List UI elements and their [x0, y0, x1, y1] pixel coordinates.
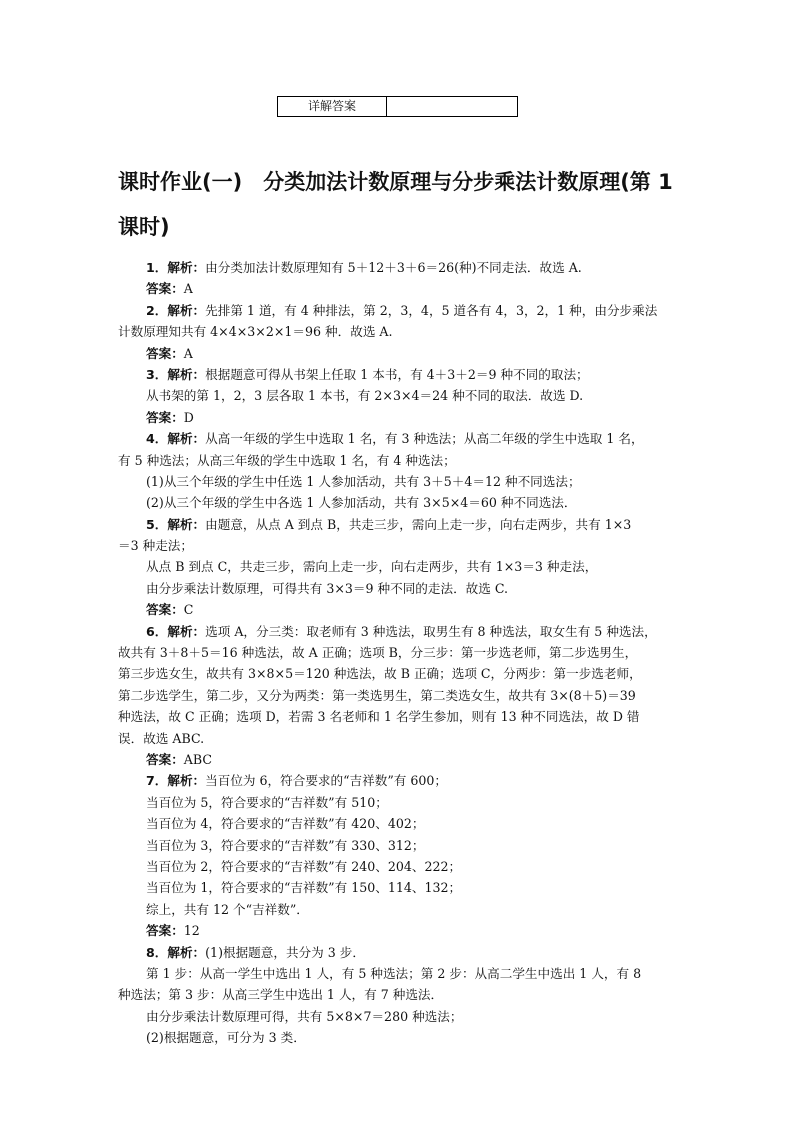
answer-line-text: 从高一年级的学生中选取 1 名，有 3 种选法；从高二年级的学生中选取 1 名， — [205, 431, 644, 447]
answer-line-text: 从书架的第 1，2，3 层各取 1 本书，有 2×3×4＝24 种不同的取法．故选 D. — [146, 388, 584, 404]
answer-line — [118, 984, 683, 1005]
answer-line-lead: 答案： — [146, 923, 184, 939]
answer-line-text: 计数原理知共有 4×4×3×2×1＝96 种．故选 A. — [118, 324, 393, 340]
answer-line — [118, 685, 683, 706]
answer-header-blank-cell — [387, 97, 518, 117]
answer-line — [118, 749, 683, 770]
answer-line-text: 由题意，从点 A 到点 B，共走三步，需向上走一步，向右走两步，共有 1×3 — [205, 516, 632, 532]
answer-line-text: ABC — [183, 751, 213, 767]
answer-line-lead: 7．解析： — [146, 773, 206, 789]
answer-line-text: 当百位为 4，符合要求的“吉祥数”有 420、402； — [146, 816, 425, 832]
answer-line-text: 由分类加法计数原理知有 5＋12＋3＋6＝26(种)不同走法．故选 A. — [205, 260, 582, 275]
answer-line — [118, 514, 683, 535]
answer-line-text: (1)根据题意，共分为 3 步． — [205, 944, 365, 960]
answer-line-lead: 5．解析： — [146, 516, 206, 532]
answer-line-text: ＝3 种走法； — [118, 538, 193, 554]
answer-line-text: 当百位为 3，符合要求的“吉祥数”有 330、312； — [146, 837, 425, 853]
answer-line — [118, 706, 683, 727]
answer-line-text: 当百位为 5，符合要求的“吉祥数”有 510； — [146, 794, 388, 810]
answer-line-text: (2)从三个年级的学生中各选 1 人参加活动，共有 3×5×4＝60 种不同选法． — [146, 495, 577, 511]
answer-line — [118, 450, 683, 471]
answer-line — [118, 963, 683, 984]
answer-line-text: A — [183, 345, 193, 361]
answer-line — [118, 492, 683, 513]
answer-line-text: 从点 B 到点 C，共走三步，需向上走一步，向右走两步，共有 1×3＝3 种走法， — [146, 559, 598, 575]
answer-line — [118, 300, 683, 321]
answer-line-text: 当百位为 6，符合要求的“吉祥数”有 600； — [205, 773, 447, 789]
answer-line — [118, 770, 683, 791]
answer-line-text: A — [183, 281, 193, 297]
answer-line-text: 综上，共有 12 个“吉祥数”． — [146, 901, 309, 917]
answer-line-text: 当百位为 1，符合要求的“吉祥数”有 150、114、132； — [146, 880, 462, 896]
answer-line-text: D — [183, 409, 194, 425]
answer-line-text: (2)根据题意，可分为 3 类． — [146, 1030, 306, 1046]
answer-line — [118, 942, 683, 963]
answer-line — [118, 321, 683, 342]
answer-line — [118, 556, 683, 577]
answer-line-lead: 2．解析： — [146, 302, 206, 318]
answer-line — [118, 1006, 683, 1027]
answer-line-text: 误．故选 ABC. — [118, 730, 205, 746]
answer-line-lead: 4．解析： — [146, 431, 206, 447]
answer-line-text: 第 1 步：从高一学生中选出 1 人，有 5 种选法；第 2 步：从高二学生中选出 1 人，有 8 — [146, 965, 642, 981]
answer-line-lead: 1．解析： — [146, 260, 206, 275]
answer-line-lead: 答案： — [146, 345, 184, 361]
answer-line-text: 先排第 1 道，有 4 种排法，第 2，3，4，5 道各有 4，3，2，1 种，由分步乘法 — [205, 302, 658, 318]
answer-line — [118, 578, 683, 599]
answer-line — [118, 792, 683, 813]
answer-line — [118, 877, 683, 898]
answer-line — [118, 599, 683, 620]
answer-line — [118, 407, 683, 428]
answer-line — [118, 728, 683, 749]
answer-line-text: 根据题意可得从书架上任取 1 本书，有 4＋3＋2＝9 种不同的取法； — [205, 366, 589, 382]
answer-line-text: 由分步乘法计数原理可得，共有 5×8×7＝280 种选法； — [146, 1008, 463, 1024]
answer-line — [118, 471, 683, 492]
answer-line-text: 故共有 3＋8＋5＝16 种选法，故 A 正确；选项 B，分三步：第一步选老师，第二步选男生， — [118, 645, 638, 661]
answer-line-text: 选项 A，分三类：取老师有 3 种选法，取男生有 8 种选法，取女生有 5 种选法， — [205, 623, 657, 639]
answer-line-text: 由分步乘法计数原理，可得共有 3×3＝9 种不同的走法．故选 C. — [146, 580, 509, 596]
answer-content — [118, 257, 683, 1048]
answer-line-text: C — [183, 602, 194, 618]
answer-line — [118, 813, 683, 834]
answer-line-lead: 6．解析： — [146, 623, 206, 639]
answer-line-text: 有 5 种选法；从高三年级的学生中选取 1 名，有 4 种选法； — [118, 452, 456, 468]
answer-line — [118, 385, 683, 406]
answer-line-lead: 答案： — [146, 281, 184, 297]
answer-line — [118, 1027, 683, 1048]
answer-line — [118, 835, 683, 856]
answer-header-table — [277, 96, 518, 117]
answer-line-lead: 答案： — [146, 602, 184, 618]
answer-line — [118, 278, 683, 299]
answer-line-lead: 8．解析： — [146, 944, 206, 960]
answer-line-text: 种选法；第 3 步：从高三学生中选出 1 人，有 7 种选法． — [118, 987, 444, 1003]
answer-line-lead: 3．解析： — [146, 366, 206, 382]
answer-line-text: 当百位为 2，符合要求的“吉祥数”有 240、204、222； — [146, 858, 462, 874]
answer-line-text: 种选法，故 C 正确；选项 D，若需 3 名老师和 1 名学生参加，则有 13 种不同选法，故 D 错 — [118, 709, 640, 725]
answer-line-text: 第三步选女生，故共有 3×8×5＝120 种选法，故 B 正确；选项 C，分两步：第一步选老师， — [118, 666, 642, 682]
answer-line-text: (1)从三个年级的学生中任选 1 人参加活动，共有 3＋5＋4＝12 种不同选法； — [146, 473, 581, 489]
answer-line — [118, 856, 683, 877]
answer-line — [118, 535, 683, 556]
answer-line — [118, 257, 683, 278]
answer-line — [118, 920, 683, 941]
answer-line — [118, 621, 683, 642]
answer-line — [118, 663, 683, 684]
answer-line — [118, 343, 683, 364]
answer-line — [118, 899, 683, 920]
answer-line-text: 第二步选学生，第二步，又分为两类：第一类选男生，第二类选女生，故共有 3×(8＋5)＝39 — [118, 687, 636, 703]
page-title: 课时作业(一) 分类加法计数原理与分步乘法计数原理(第 1 课时) — [118, 170, 673, 239]
answer-line-lead: 答案： — [146, 409, 184, 425]
answer-line-lead: 答案： — [146, 751, 184, 767]
answer-line — [118, 428, 683, 449]
answer-line-text: 12 — [183, 923, 200, 939]
answer-header-label: 详解答案 — [278, 97, 387, 117]
answer-line — [118, 364, 683, 385]
answer-line — [118, 642, 683, 663]
